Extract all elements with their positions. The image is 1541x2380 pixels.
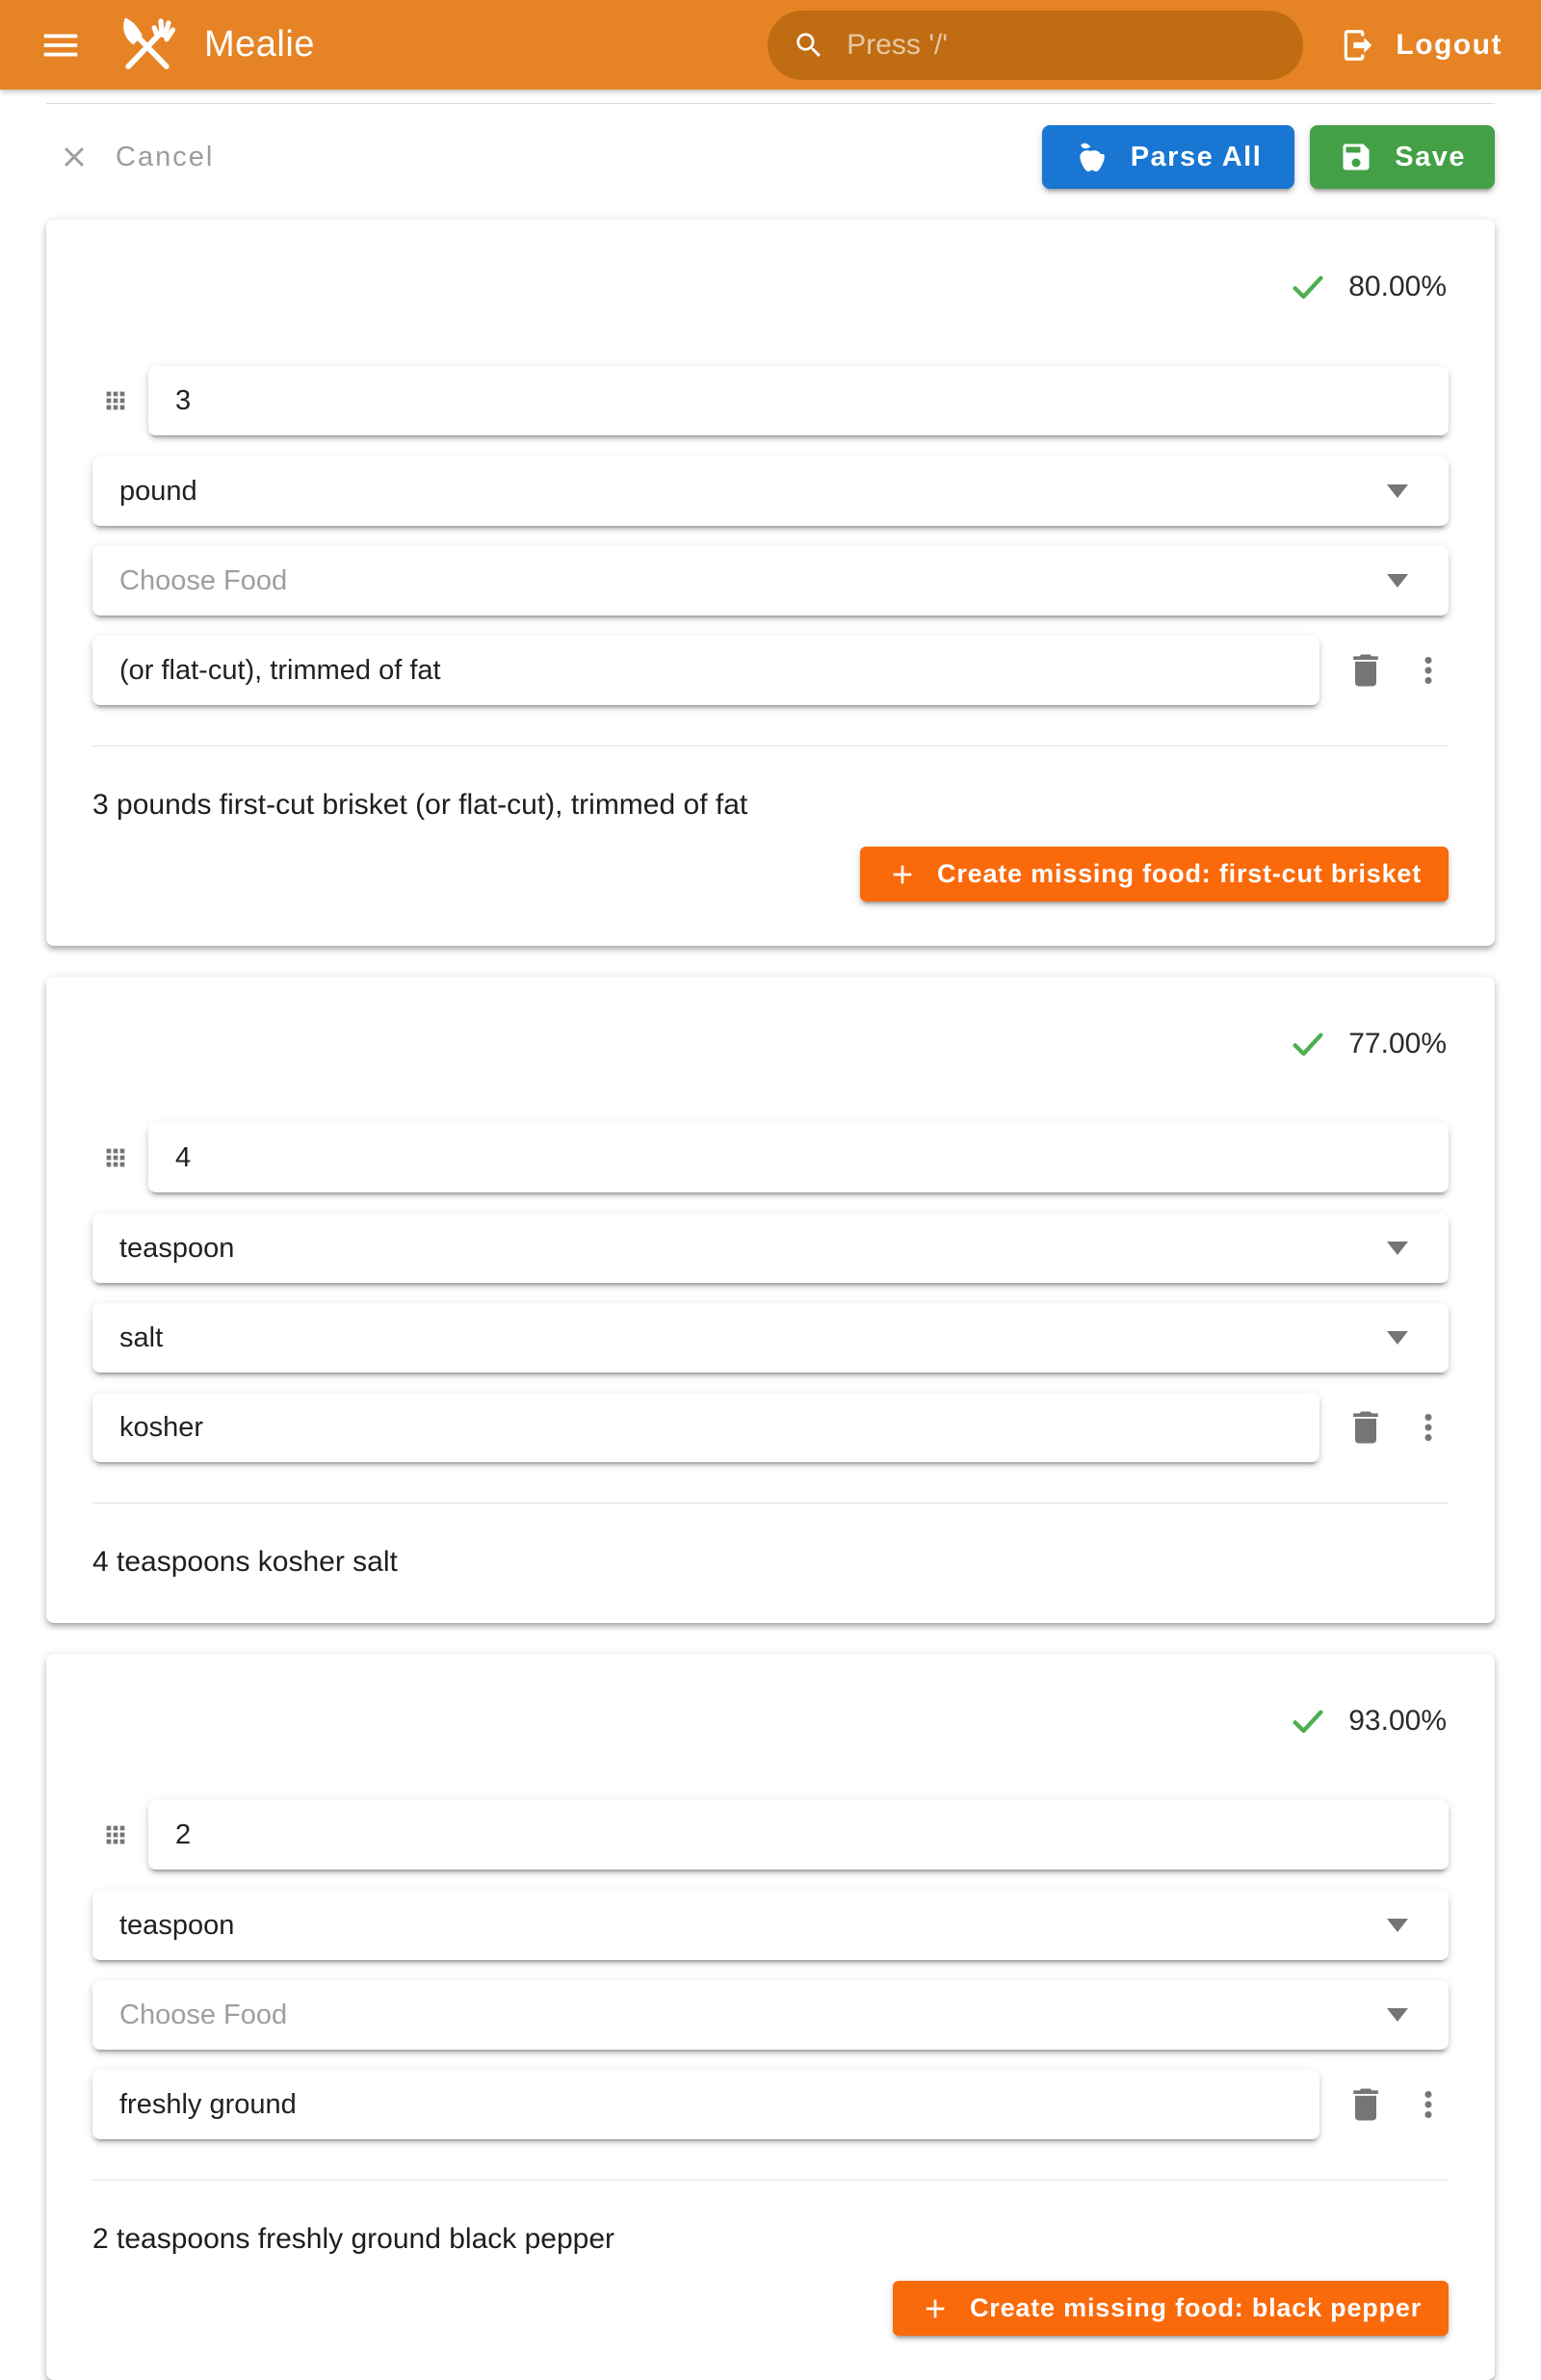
plus-icon bbox=[920, 2293, 951, 2324]
app-title: Mealie bbox=[204, 24, 315, 65]
chevron-down-icon bbox=[1387, 484, 1408, 498]
quantity-input[interactable] bbox=[148, 1800, 1449, 1870]
food-select-placeholder: Choose Food bbox=[119, 1999, 288, 2030]
create-missing-food-label: Create missing food: first-cut brisket bbox=[937, 859, 1422, 888]
chevron-down-icon bbox=[1387, 1919, 1408, 1932]
note-field-wrap bbox=[92, 636, 1319, 705]
delete-ingredient-button[interactable] bbox=[1345, 2083, 1387, 2126]
save-icon bbox=[1339, 140, 1373, 174]
check-icon bbox=[1289, 1702, 1327, 1740]
note-field-wrap bbox=[92, 1393, 1319, 1462]
food-select[interactable] bbox=[92, 1303, 1449, 1373]
chevron-down-icon bbox=[1387, 1242, 1408, 1255]
note-input[interactable] bbox=[92, 2070, 1319, 2139]
ingredient-parser-list bbox=[46, 220, 1495, 2380]
toolbar-actions bbox=[1042, 125, 1495, 189]
note-field-wrap bbox=[92, 2070, 1319, 2139]
unit-select-value: teaspoon bbox=[119, 1909, 235, 1941]
kebab-menu-icon bbox=[1408, 650, 1449, 691]
food-select[interactable] bbox=[92, 546, 1449, 615]
drag-handle-icon[interactable] bbox=[102, 1144, 129, 1171]
drag-handle-icon[interactable] bbox=[102, 1821, 129, 1848]
mealie-logo bbox=[116, 13, 179, 77]
trash-icon bbox=[1345, 2083, 1387, 2126]
app-bar bbox=[0, 0, 1541, 90]
confidence-row bbox=[92, 1025, 1447, 1063]
quantity-field-wrap bbox=[148, 366, 1449, 435]
quantity-field-wrap bbox=[148, 1123, 1449, 1192]
kebab-menu-icon bbox=[1408, 1407, 1449, 1448]
note-input[interactable] bbox=[92, 636, 1319, 705]
unit-select-value: teaspoon bbox=[119, 1232, 235, 1264]
more-options-button[interactable] bbox=[1408, 1407, 1449, 1448]
original-ingredient-text: 2 teaspoons freshly ground black pepper bbox=[92, 2223, 615, 2255]
confidence-value: 77.00% bbox=[1348, 1028, 1447, 1059]
divider bbox=[92, 745, 1449, 746]
more-options-button[interactable] bbox=[1408, 2084, 1449, 2125]
drag-handle-icon[interactable] bbox=[102, 387, 129, 414]
search-icon bbox=[793, 27, 825, 64]
divider bbox=[92, 2180, 1449, 2181]
fork-knife-icon bbox=[116, 13, 179, 77]
original-ingredient-text: 4 teaspoons kosher salt bbox=[92, 1546, 398, 1578]
food-select-value: salt bbox=[119, 1321, 164, 1353]
search-input[interactable] bbox=[847, 29, 1278, 62]
save-button[interactable] bbox=[1310, 125, 1495, 189]
kebab-menu-icon bbox=[1408, 2084, 1449, 2125]
chevron-down-icon bbox=[1387, 1331, 1408, 1345]
logout-button[interactable] bbox=[1340, 27, 1502, 64]
quantity-input[interactable] bbox=[148, 1123, 1449, 1192]
search-bar[interactable] bbox=[768, 11, 1303, 80]
cancel-label: Cancel bbox=[116, 141, 215, 172]
save-label: Save bbox=[1395, 141, 1466, 172]
trash-icon bbox=[1345, 649, 1387, 692]
food-select[interactable] bbox=[92, 1980, 1449, 2050]
hamburger-icon bbox=[39, 23, 83, 67]
cancel-button[interactable] bbox=[46, 141, 214, 173]
editor-toolbar bbox=[46, 103, 1495, 189]
food-select-placeholder: Choose Food bbox=[119, 564, 288, 596]
confidence-row bbox=[92, 1702, 1447, 1740]
confidence-row bbox=[92, 268, 1447, 306]
plus-icon bbox=[887, 859, 918, 890]
create-missing-food-button[interactable] bbox=[860, 847, 1449, 902]
divider bbox=[92, 1503, 1449, 1504]
create-missing-food-label: Create missing food: black pepper bbox=[970, 2293, 1422, 2322]
chevron-down-icon bbox=[1387, 2008, 1408, 2022]
logout-label: Logout bbox=[1396, 28, 1502, 61]
ingredient-card bbox=[46, 977, 1495, 1623]
parse-all-label: Parse All bbox=[1130, 141, 1263, 172]
close-icon bbox=[58, 141, 91, 173]
check-icon bbox=[1289, 268, 1327, 306]
confidence-value: 93.00% bbox=[1348, 1705, 1447, 1737]
ingredient-card bbox=[46, 1654, 1495, 2380]
ingredient-card bbox=[46, 220, 1495, 946]
confidence-value: 80.00% bbox=[1348, 271, 1447, 302]
delete-ingredient-button[interactable] bbox=[1345, 1406, 1387, 1449]
trash-icon bbox=[1345, 1406, 1387, 1449]
unit-select-value: pound bbox=[119, 475, 197, 507]
unit-select[interactable] bbox=[92, 1891, 1449, 1960]
quantity-field-wrap bbox=[148, 1800, 1449, 1870]
original-ingredient-text: 3 pounds first-cut brisket (or flat-cut), trimmed of fat bbox=[92, 789, 748, 821]
create-missing-food-button[interactable] bbox=[893, 2281, 1449, 2336]
apple-icon bbox=[1075, 140, 1110, 174]
more-options-button[interactable] bbox=[1408, 650, 1449, 691]
unit-select[interactable] bbox=[92, 1214, 1449, 1283]
delete-ingredient-button[interactable] bbox=[1345, 649, 1387, 692]
logout-icon bbox=[1340, 27, 1376, 64]
quantity-input[interactable] bbox=[148, 366, 1449, 435]
chevron-down-icon bbox=[1387, 574, 1408, 588]
unit-select[interactable] bbox=[92, 457, 1449, 526]
check-icon bbox=[1289, 1025, 1327, 1063]
parse-all-button[interactable] bbox=[1042, 125, 1295, 189]
hamburger-menu-button[interactable] bbox=[39, 23, 83, 67]
note-input[interactable] bbox=[92, 1393, 1319, 1462]
